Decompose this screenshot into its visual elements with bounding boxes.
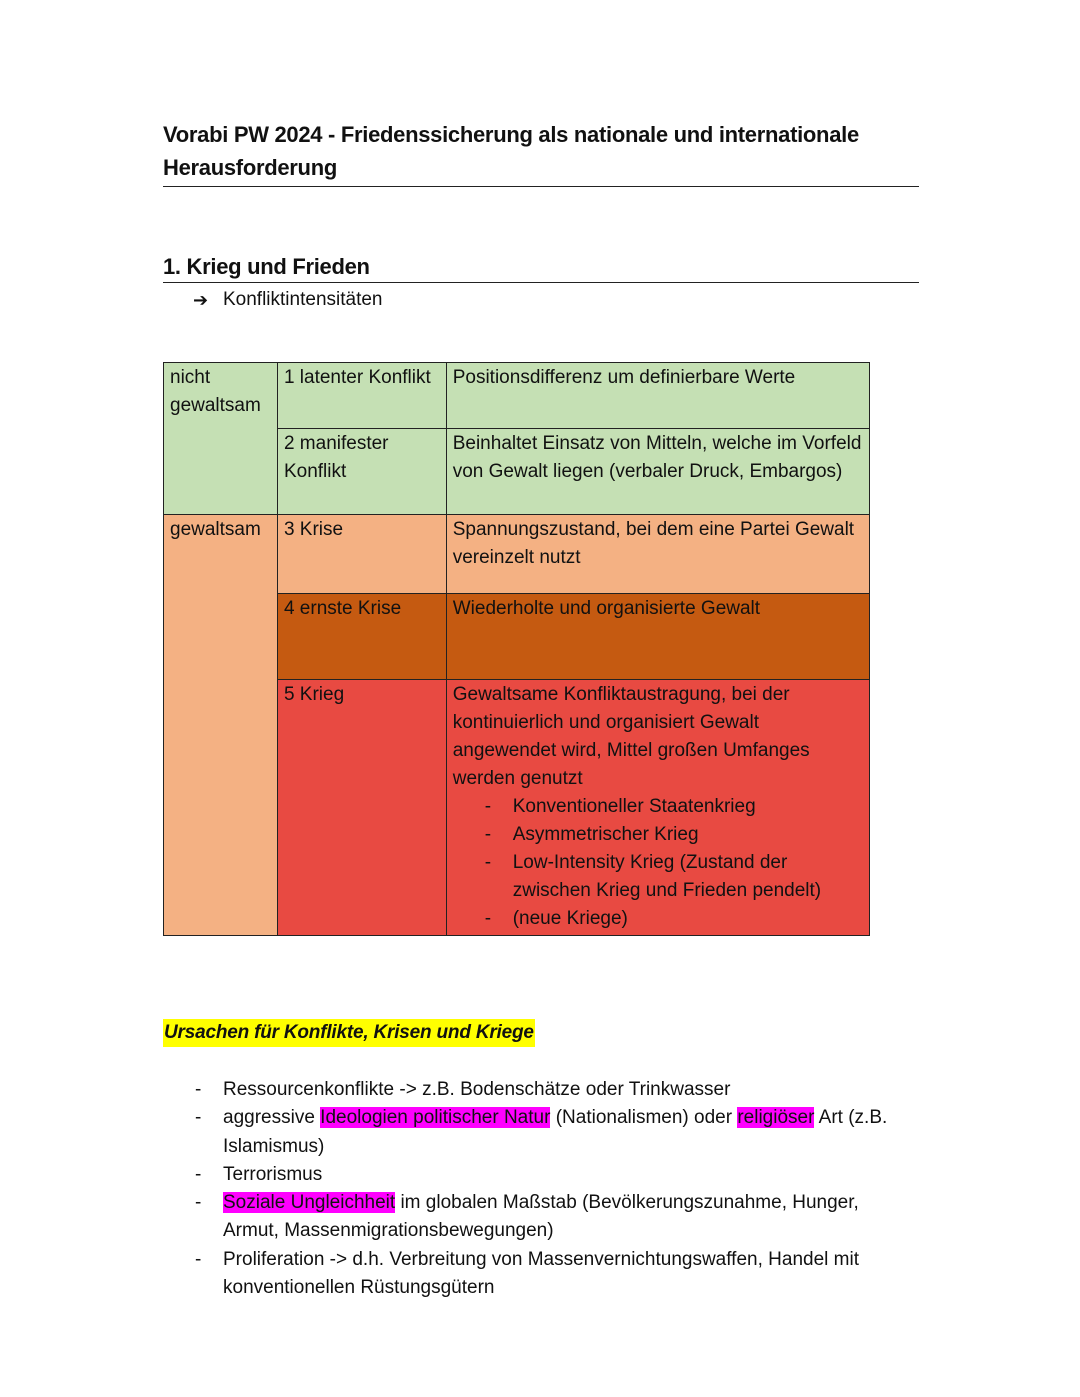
table-row xyxy=(164,363,870,429)
description-cell: Positionsdifferenz um definierbare Werte xyxy=(446,363,869,429)
list-item: - Proliferation -> d.h. Verbreitung von Massenvernichtungswaffen, Handel mit konventionellen Rüstungsgütern xyxy=(193,1246,913,1303)
highlighted-text: Soziale Ungleichheit xyxy=(223,1192,396,1214)
highlighted-text: religiöser xyxy=(737,1107,815,1129)
subheading xyxy=(193,287,383,313)
list-item xyxy=(193,1104,913,1161)
war-description: Gewaltsame Konfliktaustragung, bei der kontinuierlich und organisiert Gewalt angewendet wird, Mittel großen Umfanges werden genutzt xyxy=(452,684,810,789)
subheading-text: Konfliktintensitäten xyxy=(223,289,383,310)
group-cell-non-violent: nicht gewaltsam xyxy=(164,363,278,515)
level-cell: 4 ernste Krise xyxy=(277,594,446,680)
text: Art (z.B. Islamismus) xyxy=(223,1107,888,1157)
description-cell xyxy=(446,680,869,936)
level-cell: 3 Krise xyxy=(277,515,446,594)
list-item: - Terrorismus xyxy=(193,1161,913,1189)
text: (Nationalismen) oder xyxy=(550,1107,738,1129)
list-item: - Low-Intensity Krieg (Zustand der zwischen Krieg und Frieden pendelt) xyxy=(479,849,863,905)
causes-list xyxy=(193,1076,913,1302)
level-cell: 2 manifester Konflikt xyxy=(277,429,446,515)
level-cell: 1 latenter Konflikt xyxy=(277,363,446,429)
section-heading: 1. Krieg und Frieden xyxy=(163,251,919,283)
causes-heading: Ursachen für Konflikte, Krisen und Kriege xyxy=(163,1019,535,1047)
list-item: - Ressourcenkonflikte -> z.B. Bodenschätze oder Trinkwasser xyxy=(193,1076,913,1104)
list-item: - Asymmetrischer Krieg xyxy=(479,821,863,849)
table-row xyxy=(164,515,870,594)
level-cell: 5 Krieg xyxy=(277,680,446,936)
group-cell-violent: gewaltsam xyxy=(164,515,278,936)
description-cell: Wiederholte und organisierte Gewalt xyxy=(446,594,869,680)
text: im globalen Maßstab (Bevölkerungszunahme, Hunger, Armut, Massenmigrationsbewegungen) xyxy=(223,1192,859,1242)
conflict-intensity-table xyxy=(163,362,870,936)
highlighted-text: Ideologien politischer Natur xyxy=(320,1107,551,1129)
right-arrow-icon: ➔ xyxy=(193,290,209,310)
description-cell: Beinhaltet Einsatz von Mitteln, welche im Vorfeld von Gewalt liegen (verbaler Druck, Embargos) xyxy=(446,429,869,515)
description-cell: Spannungszustand, bei dem eine Partei Gewalt vereinzelt nutzt xyxy=(446,515,869,594)
list-item: - Konventioneller Staatenkrieg xyxy=(479,793,863,821)
document-title: Vorabi PW 2024 - Friedenssicherung als nationale und internationale Herausforderung xyxy=(163,118,919,187)
list-item xyxy=(193,1189,913,1246)
war-types-list xyxy=(479,793,863,933)
list-item: - (neue Kriege) xyxy=(479,905,863,933)
text: aggressive xyxy=(223,1107,321,1129)
